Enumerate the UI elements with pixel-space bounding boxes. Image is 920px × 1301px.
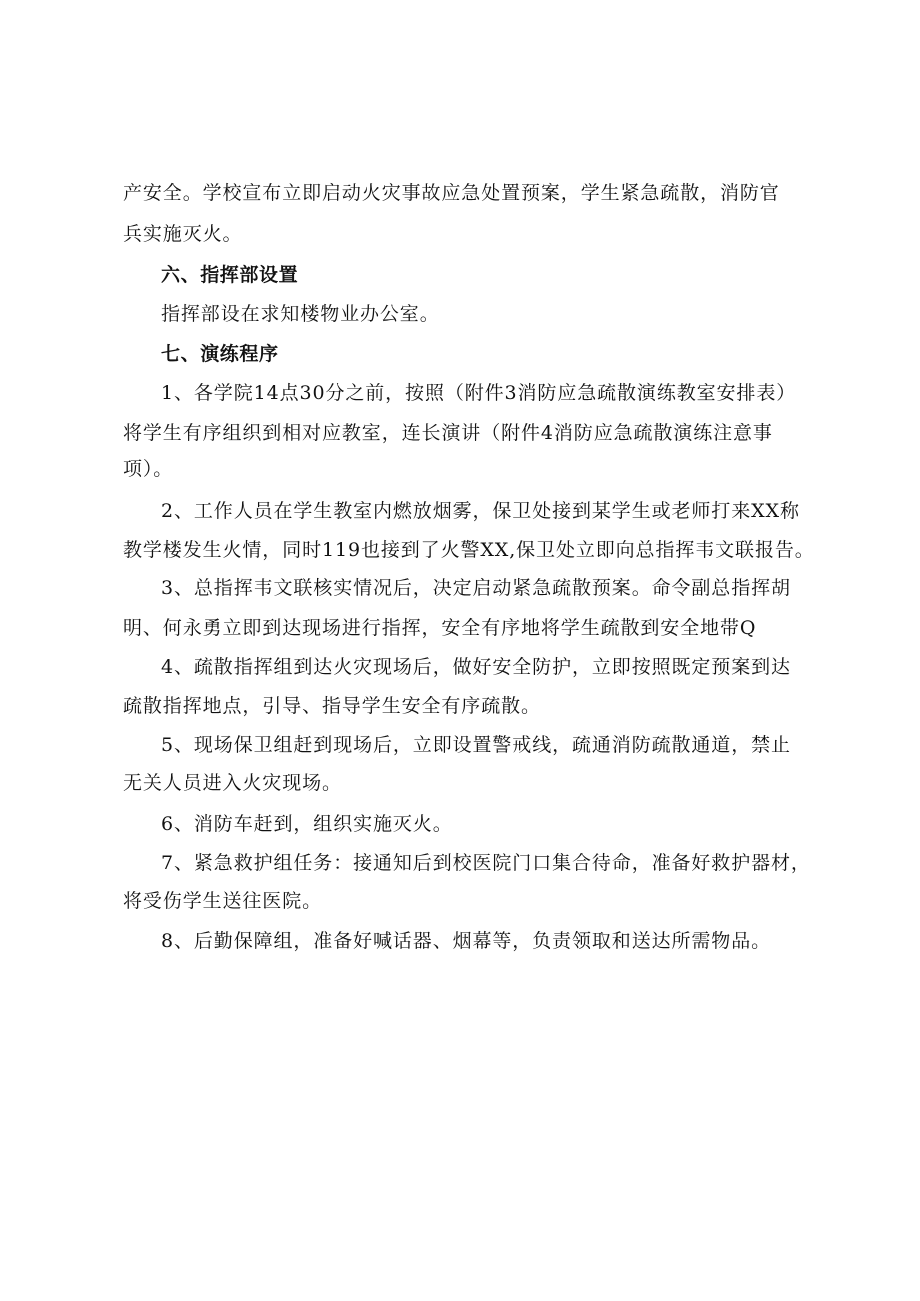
section-7-heading: 七、演练程序: [161, 343, 279, 365]
step-7-line-2: 将受伤学生送往医院。: [123, 890, 323, 912]
step-3-line-2: 明、何永勇立即到达现场进行指挥，安全有序地将学生疏散到安全地带Q: [123, 617, 757, 639]
step-4-line-1: 4、疏散指挥组到达火灾现场后，做好安全防护，立即按照既定预案到达: [161, 656, 791, 678]
step-1-line-2: 将学生有序组织到相对应教室，连长演讲（附件4消防应急疏散演练注意事: [123, 422, 773, 444]
section-6-heading: 六、指挥部设置: [161, 264, 299, 286]
intro-line-2: 兵实施灭火。: [123, 223, 243, 245]
step-5-line-2: 无关人员进入火灾现场。: [123, 772, 342, 794]
intro-line-1: 产安全。学校宣布立即启动火灾事故应急处置预案，学生紧急疏散，消防官: [123, 182, 780, 204]
step-5-line-1: 5、现场保卫组赶到现场后，立即设置警戒线，疏通消防疏散通道，禁止: [161, 734, 791, 756]
step-2-line-1: 2、工作人员在学生教室内燃放烟雾，保卫处接到某学生或老师打来XX称: [161, 500, 800, 522]
step-7-line-1: 7、紧急救护组任务：接通知后到校医院门口集合待命，准备好救护器材，: [161, 852, 811, 874]
step-3-line-1: 3、总指挥韦文联核实情况后，决定启动紧急疏散预案。命令副总指挥胡: [161, 577, 791, 599]
step-1-line-3: 项）。: [123, 458, 174, 480]
step-6-line-1: 6、消防车赶到，组织实施灭火。: [161, 813, 453, 835]
section-6-body: 指挥部设在求知楼物业办公室。: [161, 303, 440, 325]
step-4-line-2: 疏散指挥地点，引导、指导学生安全有序疏散。: [123, 695, 541, 717]
step-1-line-1: 1、各学院14点30分之前，按照（附件3消防应急疏散演练教室安排表）: [161, 382, 797, 404]
step-2-line-2: 教学楼发生火情，同时119也接到了火警XX,保卫处立即向总指挥韦文联报告。: [123, 539, 815, 561]
step-8-line-1: 8、后勤保障组，准备好喊话器、烟幕等，负责领取和送达所需物品。: [161, 930, 771, 952]
